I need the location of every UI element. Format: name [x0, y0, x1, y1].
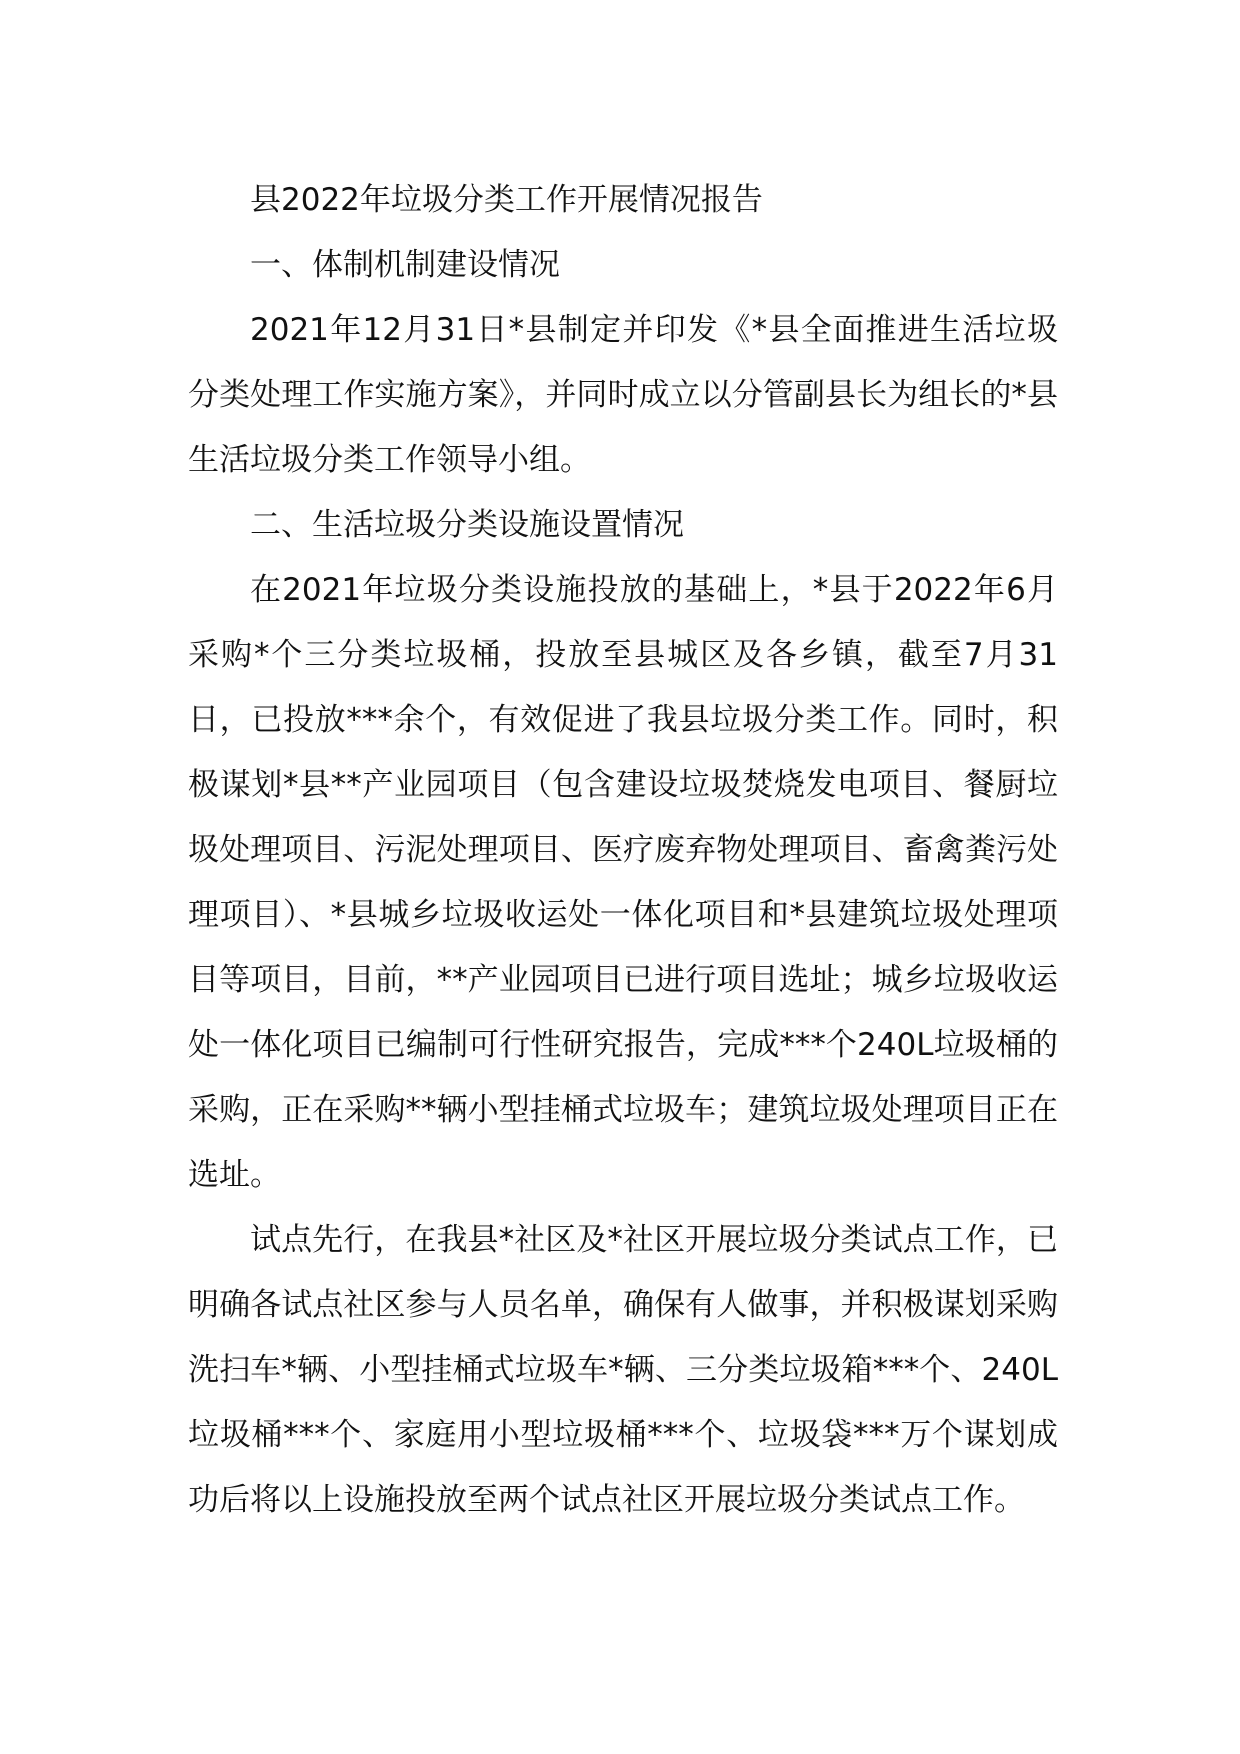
document-body — [188, 168, 1058, 1533]
document-title: 县2022年垃圾分类工作开展情况报告 — [250, 182, 763, 218]
section-2-paragraph-1: 在2021年垃圾分类设施投放的基础上，*县于2022年6月采购*个三分类垃圾桶，投放至县城区及各乡镇，截至7月31日，已投放***余个，有效促进了我县垃圾分类工作。同时，积极谋划*县**产业园项目（包含建设垃圾焚烧发电项目、餐厨垃圾处理项目、污泥处理项目、医疗废弃物处理项目、畜禽粪污处理项目）、*县城乡垃圾收运处一体化项目和*县建筑垃圾处理项目等项目，目前，**产业园项目已进行项目选址；城乡垃圾收运处一体化项目已编制可行性研究报告，完成***个240L垃圾桶的采购，正在采购**辆小型挂桶式垃圾车；建筑垃圾处理项目正在选址。 — [188, 572, 1058, 1193]
section-1-paragraph-1: 2021年12月31日*县制定并印发《*县全面推进生活垃圾分类处理工作实施方案》，并同时成立以分管副县长为组长的*县生活垃圾分类工作领导小组。 — [188, 312, 1058, 478]
section-2-paragraph-2: 试点先行，在我县*社区及*社区开展垃圾分类试点工作，已明确各试点社区参与人员名单，确保有人做事，并积极谋划采购洗扫车*辆、小型挂桶式垃圾车*辆、三分类垃圾箱***个、240L垃圾桶***个、家庭用小型垃圾桶***个、垃圾袋***万个谋划成功后将以上设施投放至两个试点社区开展垃圾分类试点工作。 — [188, 1222, 1058, 1518]
section-heading-1: 一、体制机制建设情况 — [250, 247, 560, 283]
section-heading-2: 二、生活垃圾分类设施设置情况 — [250, 507, 684, 543]
